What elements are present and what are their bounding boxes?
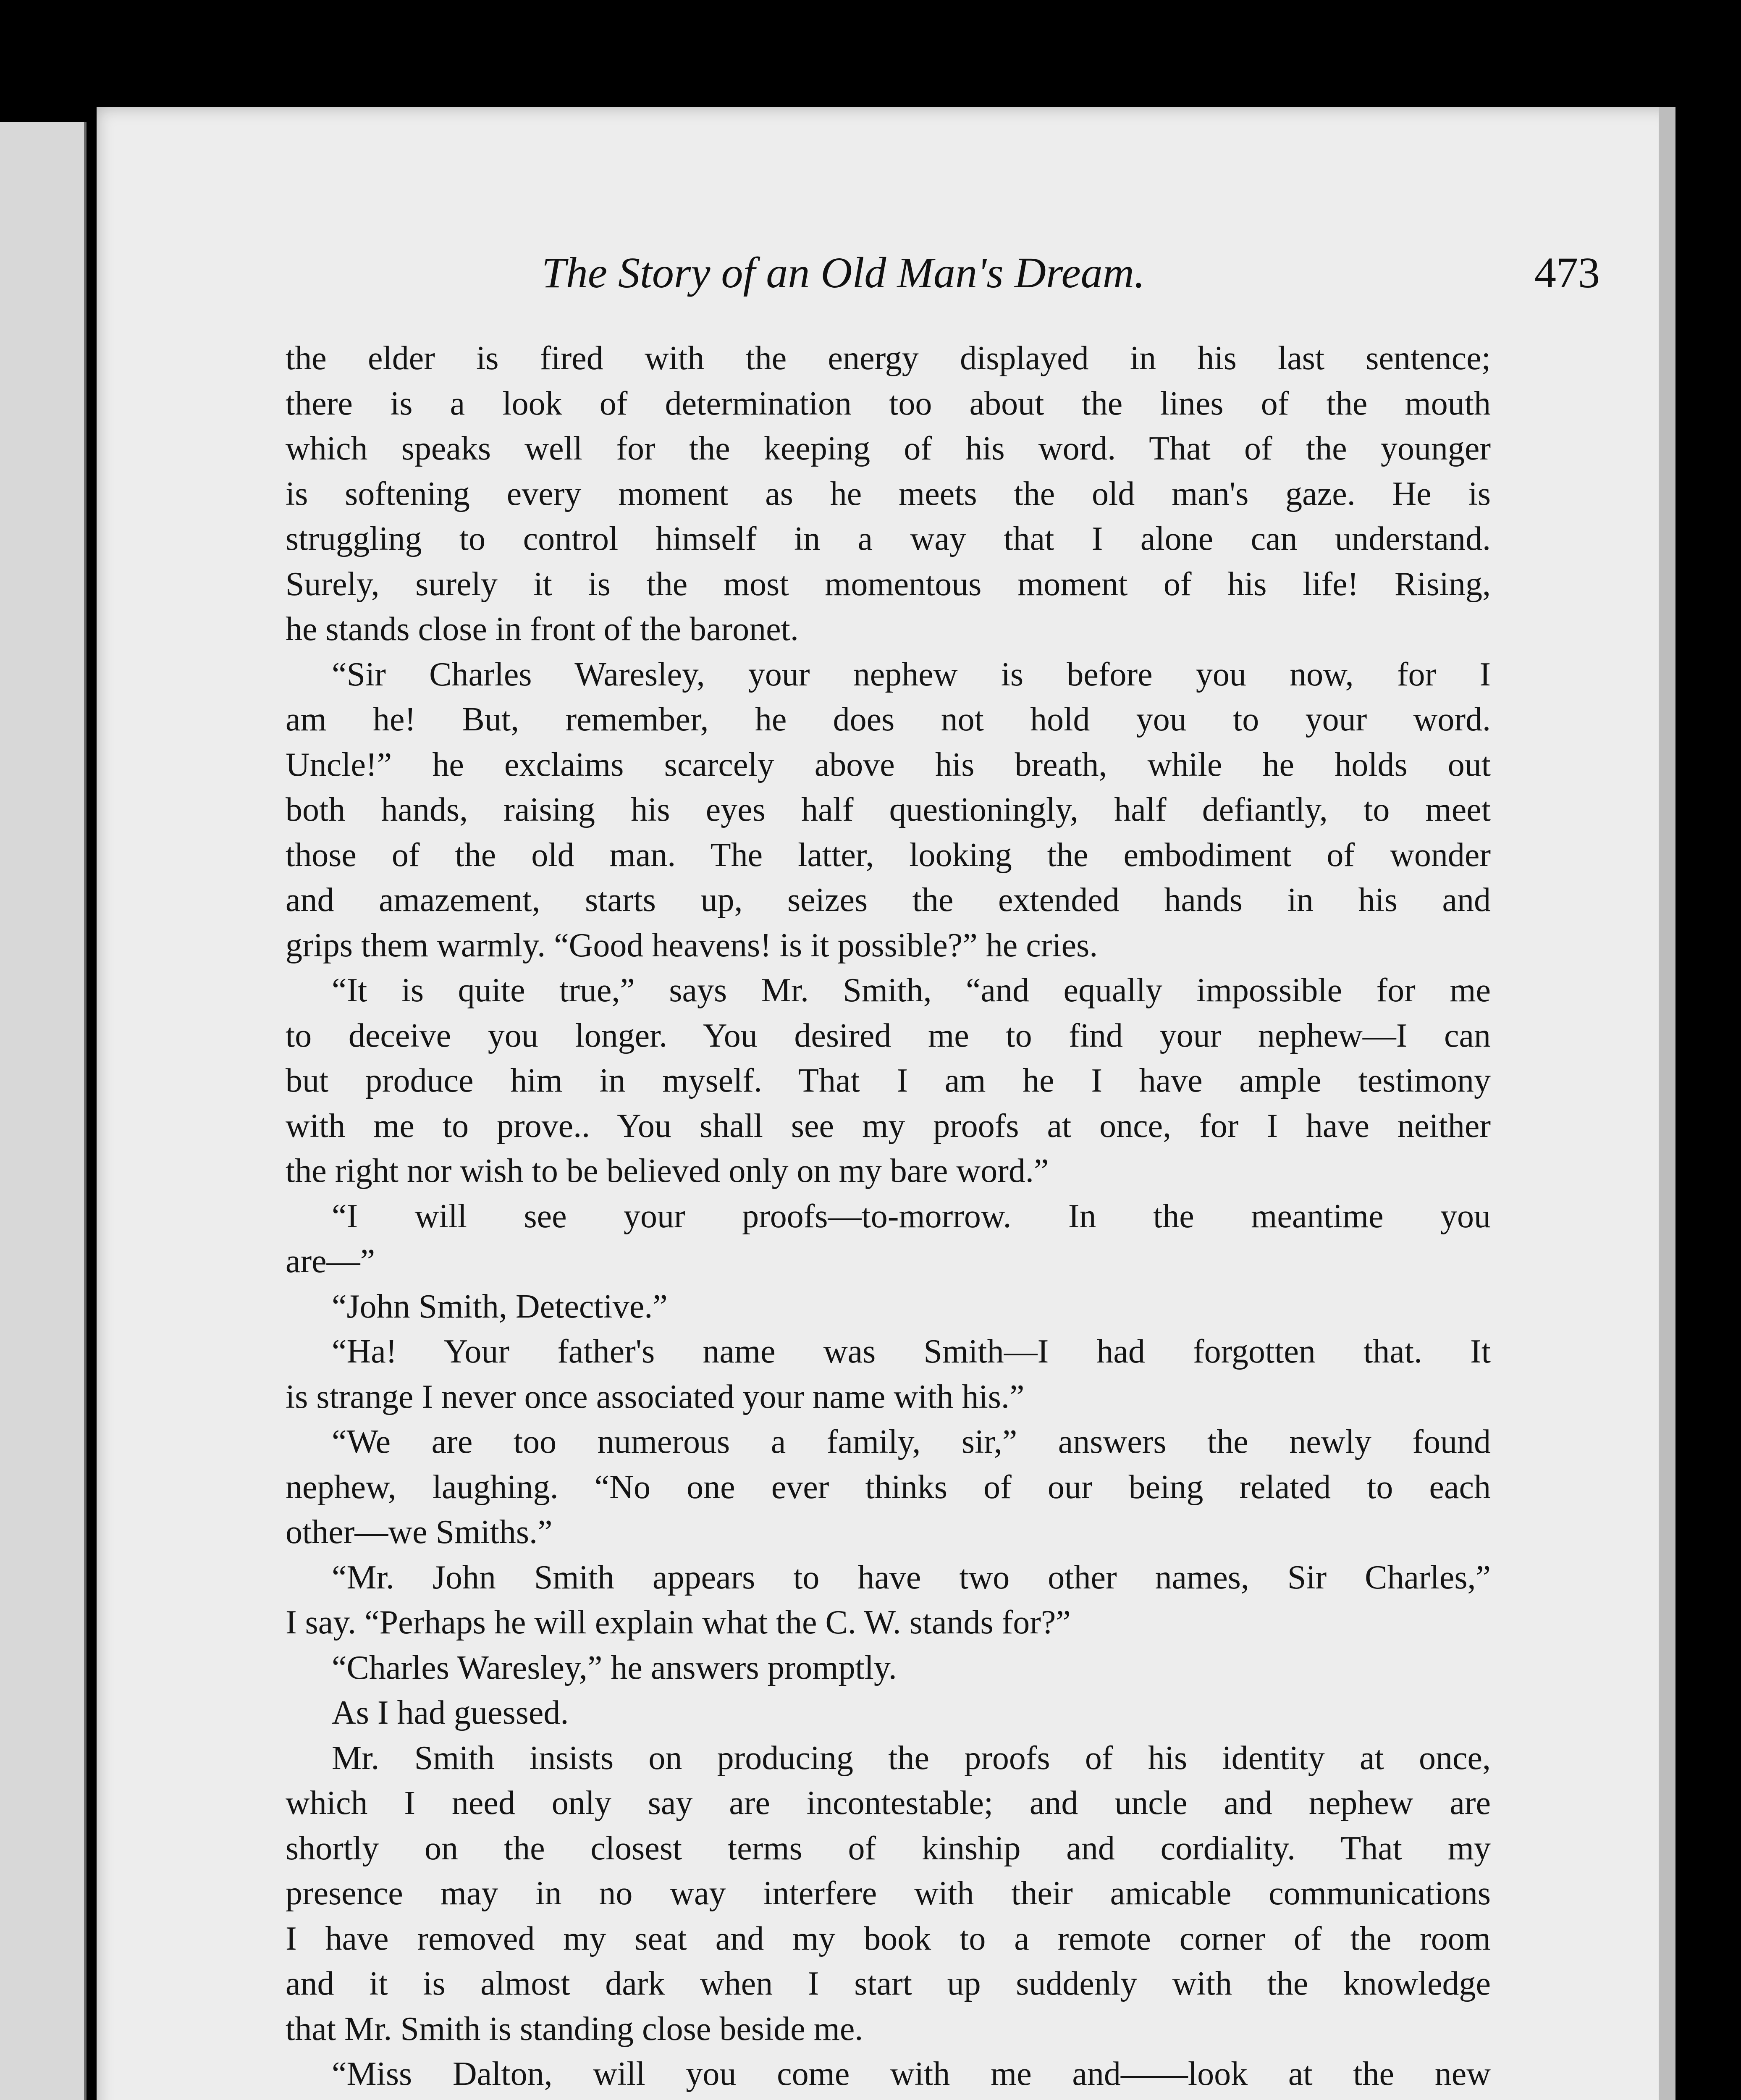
previous-page-edge (0, 122, 87, 2100)
text-line: nephew, laughing. “No one ever thinks of our being related to each (286, 1468, 1491, 1506)
text-line: and it is almost dark when I start up suddenly with the knowledge (286, 1965, 1491, 2002)
text-line: there is a look of determination too about the lines of the mouth (286, 385, 1491, 422)
text-line: to deceive you longer. You desired me to find your nephew—I can (286, 1017, 1491, 1054)
running-head-title: The Story of an Old Man's Dream. (542, 249, 1145, 297)
text-line: “Ha! Your father's name was Smith—I had forgotten that. It (332, 1333, 1491, 1370)
text-line: I say. “Perhaps he will explain what the C. W. stands for?” (286, 1604, 1071, 1641)
text-line: the elder is fired with the energy displayed in his last sentence; (286, 340, 1491, 377)
text-line: but produce him in myself. That I am he I have ample testimony (286, 1062, 1491, 1099)
text-line: both hands, raising his eyes half questioningly, half defiantly, to meet (286, 791, 1491, 828)
text-line: is softening every moment as he meets the old man's gaze. He is (286, 475, 1491, 512)
text-line: those of the old man. The latter, looking the embodiment of wonder (286, 836, 1491, 874)
text-line: I have removed my seat and my book to a remote corner of the room (286, 1920, 1491, 1957)
text-line: which I need only say are incontestable; and uncle and nephew are (286, 1785, 1491, 1822)
text-line: is strange I never once associated your name with his.” (286, 1378, 1025, 1415)
text-line: “Charles Waresley,” he answers promptly. (332, 1649, 897, 1686)
text-line: he stands close in front of the baronet. (286, 611, 799, 648)
text-line: other—we Smiths.” (286, 1514, 553, 1551)
text-line: the right nor wish to be believed only on my bare word.” (286, 1152, 1049, 1189)
text-line: “Sir Charles Waresley, your nephew is before you now, for I (332, 656, 1491, 693)
text-line: and amazement, starts up, seizes the extended hands in his and (286, 882, 1491, 919)
text-line: “It is quite true,” says Mr. Smith, “and equally impossible for me (332, 972, 1491, 1009)
text-line (286, 2097, 1491, 2100)
text-line: Surely, surely it is the most momentous moment of his life! Rising, (286, 565, 1491, 603)
text-line: As I had guessed. (332, 1694, 569, 1731)
text-line: shortly on the closest terms of kinship and cordiality. That my (286, 1830, 1491, 1867)
text-line: that Mr. Smith is standing close beside me. (286, 2010, 863, 2048)
book-page (97, 107, 1675, 2100)
page-edge-shadow (1659, 107, 1675, 2100)
text-line: “We are too numerous a family, sir,” answers the newly found (332, 1423, 1491, 1460)
text-line: “John Smith, Detective.” (332, 1288, 668, 1325)
text-line: are—” (286, 1243, 375, 1280)
text-line: “Miss Dalton, will you come with me and——look at the new (332, 2055, 1491, 2092)
text-line: struggling to control himself in a way that I alone can understand. (286, 520, 1491, 557)
text-line: which speaks well for the keeping of his word. That of the younger (286, 430, 1491, 467)
text-line: with me to prove.. You shall see my proofs at once, for I have neither (286, 1107, 1491, 1144)
text-line: Mr. Smith insists on producing the proofs of his identity at once, (332, 1739, 1491, 1777)
text-line: grips them warmly. “Good heavens! is it possible?” he cries. (286, 927, 1098, 964)
page-number: 473 (1534, 249, 1600, 297)
text-line: “Mr. John Smith appears to have two other names, Sir Charles,” (332, 1559, 1491, 1596)
text-line: presence may in no way interfere with their amicable communications (286, 1875, 1491, 1912)
text-line: Uncle!” he exclaims scarcely above his breath, while he holds out (286, 746, 1491, 783)
body-text (286, 336, 1491, 2100)
text-line: am he! But, remember, he does not hold you to your word. (286, 701, 1491, 738)
text-line: “I will see your proofs—to-morrow. In the meantime you (332, 1197, 1491, 1235)
